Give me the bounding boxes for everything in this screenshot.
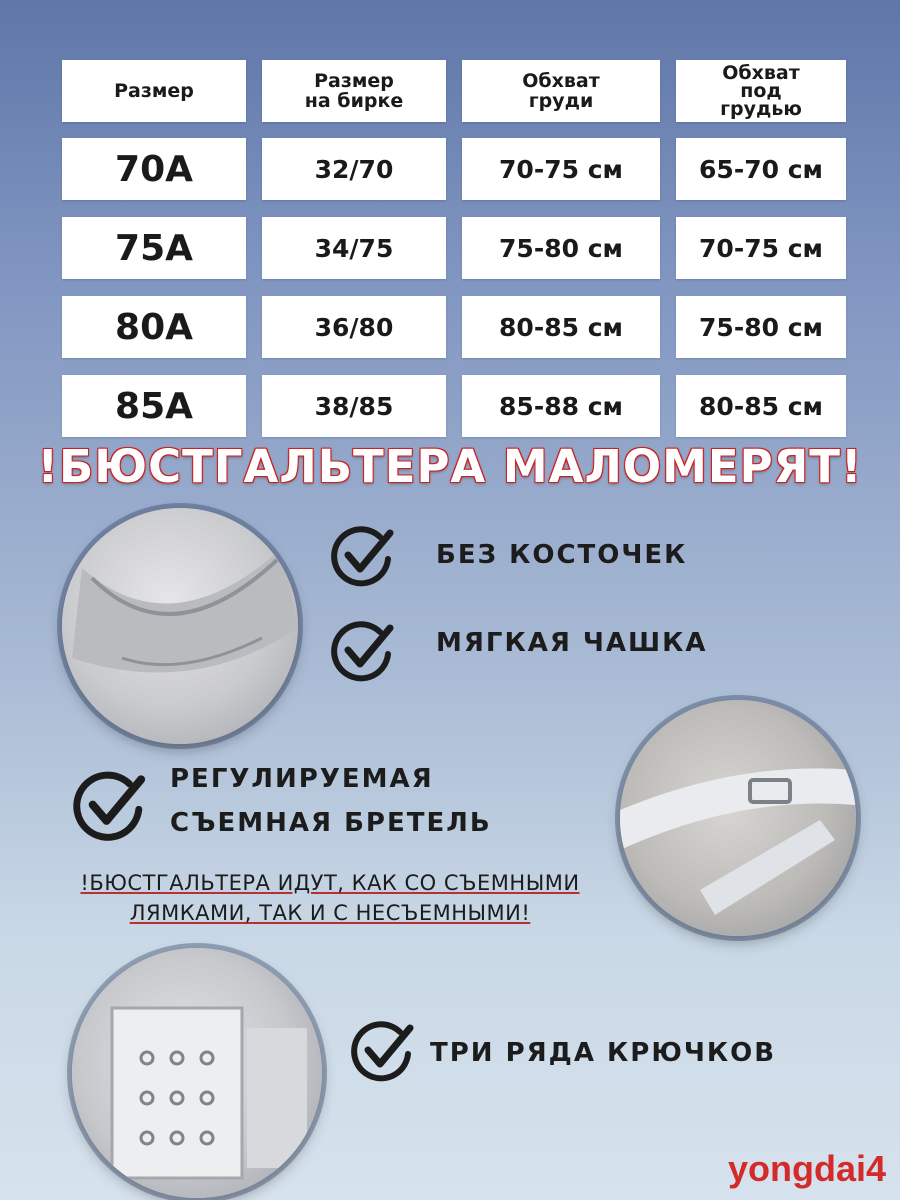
row-1-underbust: 65-70 см	[676, 138, 846, 200]
strap-photo	[620, 700, 856, 936]
check-icon	[72, 770, 148, 844]
row-2-underbust: 70-75 см	[676, 217, 846, 279]
feature-no-wire: БЕЗ КОСТОЧЕК	[436, 540, 688, 570]
row-3-underbust: 75-80 см	[676, 296, 846, 358]
row-3-size: 80А	[62, 296, 246, 358]
feature-three-hook-rows: ТРИ РЯДА КРЮЧКОВ	[430, 1038, 777, 1068]
header-size: Размер	[62, 60, 246, 122]
soft-cup-photo	[62, 508, 298, 744]
feature-soft-cup: МЯГКАЯ ЧАШКА	[436, 628, 708, 658]
row-4-tag: 38/85	[262, 375, 446, 437]
header-bust: Обхват груди	[462, 60, 660, 122]
strap-note-line1: !БЮСТГАЛЬТЕРА ИДУТ, КАК СО СЪЕМНЫМИ	[80, 871, 580, 895]
check-icon	[330, 525, 396, 589]
strap-note-line2: ЛЯМКАМИ, ТАК И С НЕСЪЕМНЫМИ!	[129, 901, 531, 925]
row-2-tag: 34/75	[262, 217, 446, 279]
row-1-tag: 32/70	[262, 138, 446, 200]
feature-adjustable-line2: СЪЕМНАЯ БРЕТЕЛЬ	[170, 808, 492, 838]
feature-adjustable-line1: РЕГУЛИРУЕМАЯ	[170, 764, 434, 794]
hooks-photo	[72, 948, 322, 1198]
seller-watermark: yongdai4	[727, 1148, 886, 1189]
row-3-bust: 80-85 см	[462, 296, 660, 358]
hooks-illustration	[72, 948, 322, 1198]
row-1-bust: 70-75 см	[462, 138, 660, 200]
row-2-size: 75А	[62, 217, 246, 279]
strap-note	[40, 868, 620, 928]
row-4-bust: 85-88 см	[462, 375, 660, 437]
header-underbust: Обхват под грудью	[676, 60, 846, 122]
check-icon	[350, 1020, 416, 1084]
row-2-bust: 75-80 см	[462, 217, 660, 279]
header-tag-size: Размер на бирке	[262, 60, 446, 122]
runs-small-warning: !БЮСТГАЛЬТЕРА МАЛОМЕРЯТ!	[37, 440, 863, 493]
row-1-size: 70А	[62, 138, 246, 200]
row-3-tag: 36/80	[262, 296, 446, 358]
soft-cup-illustration	[62, 508, 298, 744]
row-4-size: 85А	[62, 375, 246, 437]
check-icon	[330, 620, 396, 684]
strap-illustration	[620, 700, 856, 936]
row-4-underbust: 80-85 см	[676, 375, 846, 437]
